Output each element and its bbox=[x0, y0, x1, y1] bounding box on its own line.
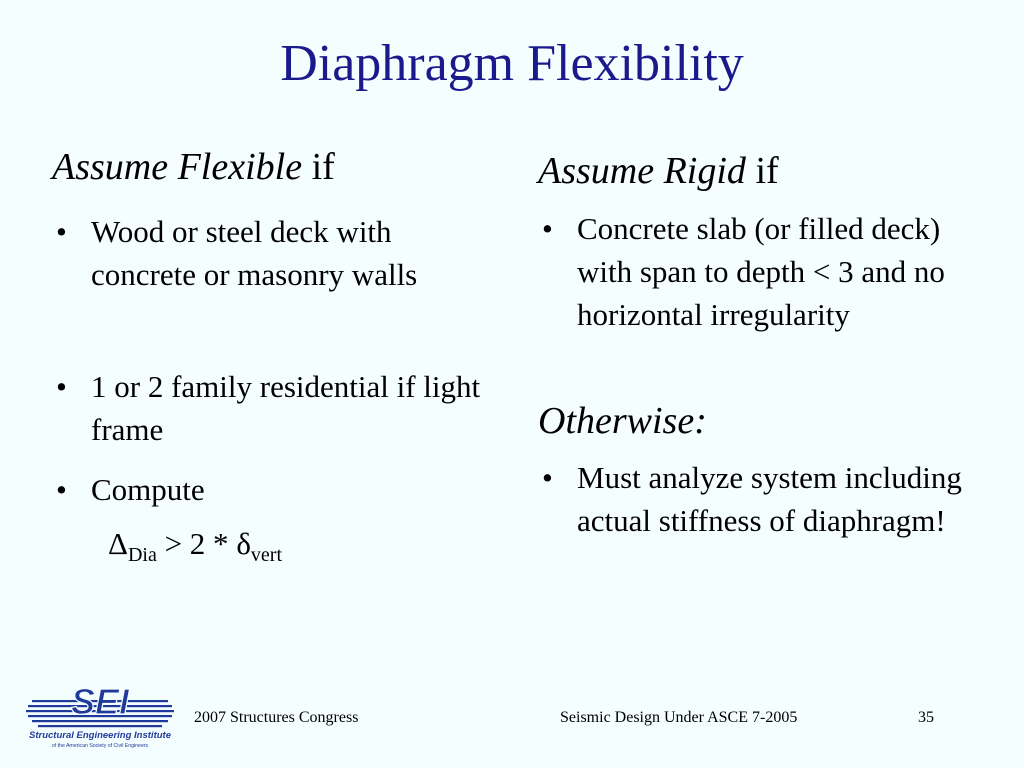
formula-small-delta: δ bbox=[236, 526, 251, 561]
otherwise-heading: Otherwise: bbox=[538, 400, 707, 442]
left-heading bbox=[52, 148, 335, 186]
left-heading-italic: Assume Flexible bbox=[52, 146, 303, 188]
left-bullet-3-text: Compute bbox=[91, 472, 205, 507]
slide-title: Diaphragm Flexibility bbox=[280, 35, 744, 92]
bullet-dot: • bbox=[56, 369, 67, 404]
right-bullet-2-text: Must analyze system including actual stiffness of diaphragm! bbox=[577, 460, 962, 538]
left-bullet-2 bbox=[52, 365, 492, 451]
formula-small-delta-sub: vert bbox=[250, 544, 283, 566]
bullet-dot: • bbox=[542, 211, 553, 246]
right-bullet-1 bbox=[538, 207, 988, 336]
bullet-dot: • bbox=[542, 460, 553, 495]
footer-course: Seismic Design Under ASCE 7-2005 bbox=[560, 709, 798, 726]
logo-sei-text: SEI bbox=[70, 681, 130, 722]
logo-line1: Structural Engineering Institute bbox=[29, 730, 171, 741]
logo-stripe bbox=[38, 725, 162, 727]
formula bbox=[108, 526, 282, 567]
footer-page-number: 35 bbox=[918, 709, 934, 726]
right-bullet-1-text: Concrete slab (or filled deck) with span to depth < 3 and no horizontal irregularity bbox=[577, 211, 945, 332]
sei-logo bbox=[20, 676, 180, 756]
right-bullet-2 bbox=[538, 456, 988, 542]
right-heading-suffix: if bbox=[745, 150, 779, 192]
left-bullet-3 bbox=[52, 468, 492, 511]
left-bullet-2-text: 1 or 2 family residential if light frame bbox=[91, 369, 481, 447]
formula-delta: Δ bbox=[108, 526, 128, 561]
formula-delta-sub: Dia bbox=[127, 544, 157, 566]
left-heading-suffix: if bbox=[302, 146, 335, 188]
footer-event: 2007 Structures Congress bbox=[194, 709, 359, 726]
bullet-dot: • bbox=[56, 214, 67, 249]
right-heading bbox=[538, 152, 779, 190]
left-bullet-1-text: Wood or steel deck with concrete or masonry walls bbox=[91, 214, 418, 292]
logo-line2: of the American Society of Civil Engineers bbox=[51, 743, 149, 749]
bullet-dot: • bbox=[56, 472, 67, 507]
formula-middle: > 2 * bbox=[156, 526, 237, 561]
right-heading-italic: Assume Rigid bbox=[538, 150, 746, 192]
left-bullet-1 bbox=[52, 210, 492, 296]
sei-logo-graphic bbox=[20, 676, 180, 756]
